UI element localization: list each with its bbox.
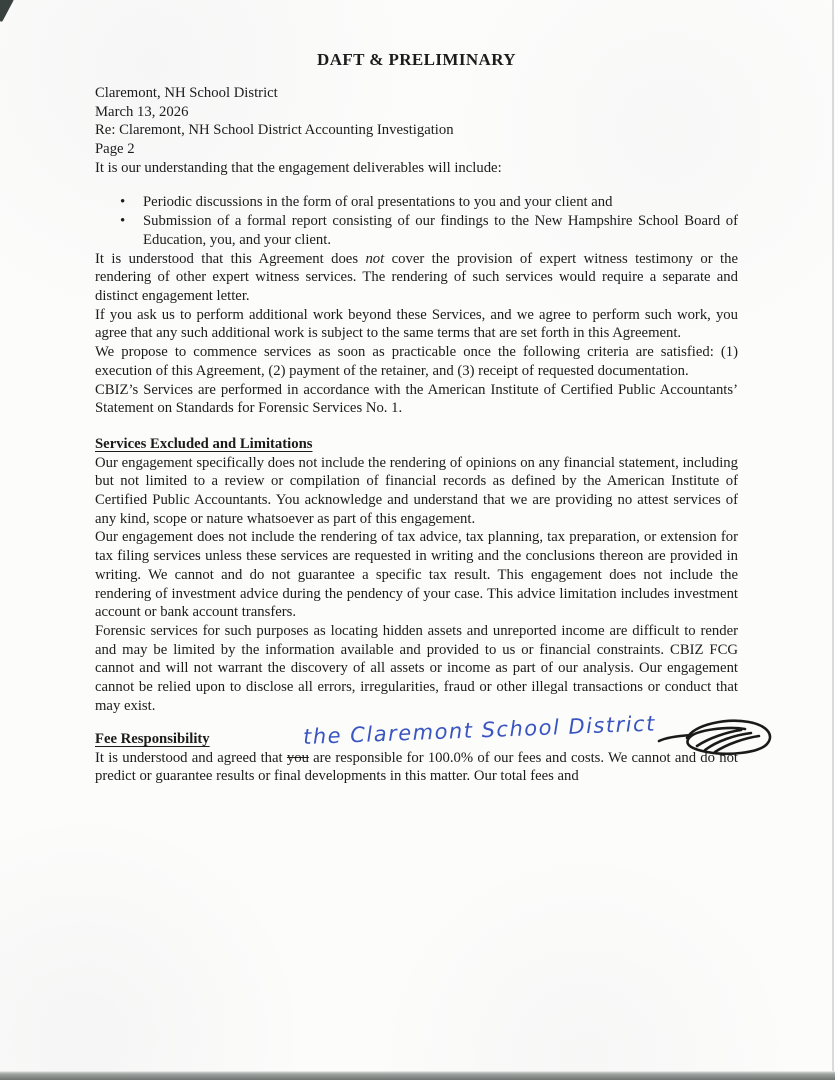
heading-fee-responsibility: Fee Responsibility bbox=[95, 731, 210, 747]
list-item bbox=[95, 212, 738, 249]
fee-struck-you: you bbox=[286, 749, 309, 766]
bullet-icon bbox=[95, 212, 143, 249]
bullet-text-oral-presentations: Periodic discussions in the form of oral presentations to you and your client and bbox=[143, 193, 613, 210]
list-item bbox=[95, 193, 738, 212]
expert-witness-italic-not: not bbox=[365, 250, 385, 267]
date-line: March 13, 2026 bbox=[95, 103, 189, 120]
paragraph-additional-work: If you ask us to perform additional work beyond these Services, and we agree to perform such work, you agree that any such additional work is subject to the same terms that are set forth in this Agreement. bbox=[95, 306, 738, 342]
subject-line: Re: Claremont, NH School District Accounting Investigation bbox=[95, 122, 454, 139]
scan-corner-artifact bbox=[0, 0, 14, 22]
expert-witness-pre: It is understood that this Agreement does bbox=[95, 250, 366, 267]
fee-pre: It is understood and agreed that bbox=[95, 749, 287, 766]
recipient-line: Claremont, NH School District bbox=[95, 85, 278, 101]
handwritten-annotation: the Claremont School District bbox=[302, 711, 657, 750]
bullet-text-formal-report: Submission of a formal report consisting of our findings to the New Hampshire School Board of Education, you, and your client. bbox=[143, 213, 738, 248]
bullet-icon bbox=[95, 193, 143, 212]
scan-bottom-edge-bar bbox=[0, 1071, 835, 1080]
paragraph-forensic-limits: Forensic services for such purposes as locating hidden assets and unreported income are difficult to render and may be limited by the information available and provided to us or financial constraints. CBIZ FCG cannot and will not warrant the discovery of all assets or income as part of our analysis. Our engagement cannot be relied upon to disclose all errors, irregularities, fraud or other illegal transactions or conduct that may exist. bbox=[95, 622, 738, 714]
deliverables-bullet-list bbox=[95, 193, 738, 250]
heading-services-excluded: Services Excluded and Limitations bbox=[95, 435, 313, 452]
expert-witness-post: cover the provision of expert witness testimony or the rendering of other expert witness services. The rendering of such services would require a separate and distinct engagement letter. bbox=[95, 250, 738, 305]
fee-responsibility-section bbox=[95, 711, 739, 786]
paragraph-no-opinions: Our engagement specifically does not include the rendering of opinions on any financial statement, including but not limited to a review or compilation of financial records as defined by the American Institute of Certified Public Accountants. You acknowledge and understand that we are providing no attest services of any kind, scope or nature whatsoever as part of this engagement. bbox=[95, 454, 738, 527]
paragraph-fee-responsibility bbox=[95, 749, 738, 786]
paragraph-commence-services: We propose to commence services as soon as practicable once the following criteria are satisfied: (1) execution of this Agreement, (2) payment of the retainer, and (3) receipt of requested documentation. bbox=[95, 344, 738, 379]
fee-post: are responsible for 100.0% of our fees and costs. We cannot and do not predict or guarantee results or final developments in this matter. Our total fees and bbox=[95, 749, 739, 785]
scan-edge-line bbox=[832, 0, 834, 1080]
draft-watermark-title: DAFT & PRELIMINARY bbox=[317, 50, 516, 69]
letter-header-block bbox=[95, 84, 738, 159]
paragraph-no-tax-advice: Our engagement does not include the rendering of tax advice, tax planning, tax preparation, or extension for tax filing services unless these services are requested in writing and the conclusions thereon are provided in writing. We cannot and do not guarantee a specific tax result. This engagement does not include the rendering of investment advice during the pendency of your case. This advice limitation includes investment account or bank account transfers. bbox=[95, 529, 738, 621]
paragraph-forensic-standards: CBIZ’s Services are performed in accordance with the American Institute of Certified Public Accountants’ Statement on Standards for Forensic Services No. 1. bbox=[95, 381, 738, 417]
letter-content bbox=[95, 0, 738, 786]
page-number-line: Page 2 bbox=[95, 141, 135, 158]
paragraph-deliverables-intro: It is our understanding that the engagement deliverables will include: bbox=[95, 159, 502, 176]
paragraph-expert-witness bbox=[95, 250, 738, 306]
